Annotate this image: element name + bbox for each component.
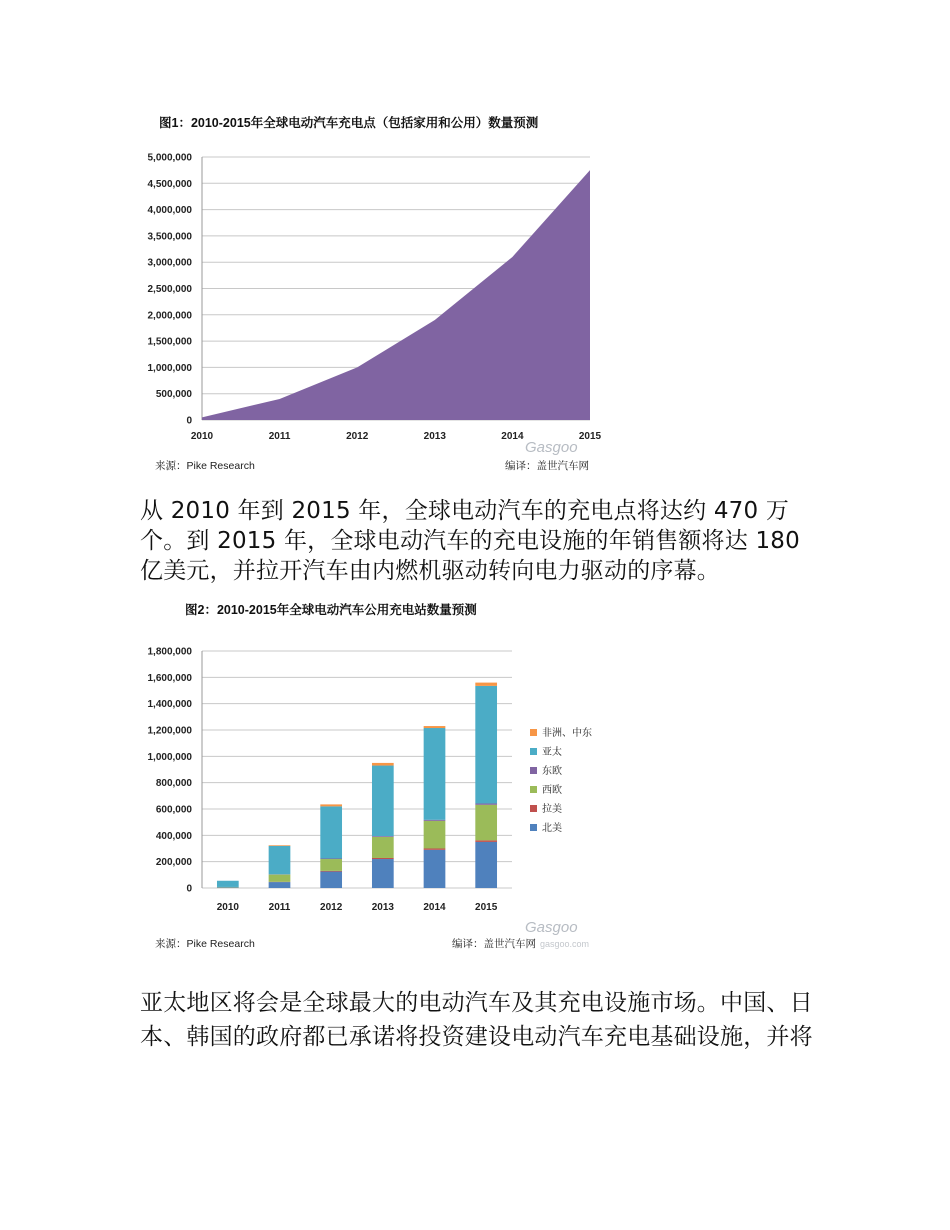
y-tick-label: 1,000,000 [147,751,192,763]
bar-segment [320,871,342,872]
bar-segment [475,840,497,842]
x-tick-label: 2010 [216,902,239,913]
y-tick-label: 1,500,000 [147,336,192,348]
legend-swatch [530,767,537,774]
bar-segment [424,849,446,850]
watermark-url: gasgoo.com [540,939,590,949]
bar-segment [372,837,394,858]
legend-label: 拉美 [542,804,562,815]
watermark-logo: Gasgoo [525,919,578,936]
legend-swatch [530,748,537,755]
legend-label: 北美 [542,823,562,834]
y-tick-label: 1,800,000 [147,646,192,658]
legend-swatch [530,786,537,793]
stacked-bar-chart [140,590,620,960]
y-tick-label: 600,000 [155,804,192,816]
x-tick-label: 2012 [320,902,343,913]
bar-segment [475,842,497,888]
bar-segment [269,882,291,888]
area-chart [140,100,620,480]
y-tick-label: 1,200,000 [147,725,192,737]
source-note: 来源：Pike Research [155,460,255,472]
y-tick-label: 2,000,000 [147,310,192,322]
translator-note: 编译：盖世汽车网 [452,938,536,950]
y-tick-label: 1,600,000 [147,672,192,684]
legend-swatch [530,805,537,812]
bar-segment [372,858,394,859]
bar-segment [475,686,497,804]
area-series [202,170,590,420]
y-tick-label: 4,000,000 [147,205,192,217]
x-tick-label: 2010 [190,431,214,442]
bar-segment [320,872,342,888]
x-tick-label: 2015 [475,902,498,913]
y-tick-label: 800,000 [155,778,192,790]
y-tick-label: 3,000,000 [147,257,192,269]
bar-segment [372,836,394,837]
legend-label: 西欧 [542,785,562,796]
watermark-logo: Gasgoo [525,439,578,456]
y-tick-label: 2,500,000 [147,284,192,295]
y-tick-label: 200,000 [155,857,192,869]
bar-segment [320,859,342,860]
bar-segment [424,820,446,821]
bar-segment [217,881,239,887]
chart-title: 图1：2010-2015年全球电动汽车充电点（包括家用和公用）数量预测 [159,116,539,130]
bar-segment [372,859,394,888]
y-tick-label: 3,500,000 [147,231,192,243]
y-tick-label: 1,400,000 [147,699,192,711]
bar-segment [424,821,446,849]
legend-swatch [530,729,537,736]
legend-label: 东欧 [542,766,562,777]
legend-swatch [530,824,537,831]
paragraph-2: 亚太地区将会是全球最大的电动汽车及其充电设施市场。中国、日本、韩国的政府都已承诺将投资建设电动汽车充电基础设施，并将 [140,990,813,1050]
y-tick-label: 500,000 [155,389,192,401]
translator-note: 编译：盖世汽车网 [505,460,589,472]
bar-segment [372,763,394,766]
bar-segment [269,875,291,882]
x-tick-label: 2011 [268,902,291,913]
x-tick-label: 2013 [423,431,446,442]
x-tick-label: 2015 [578,431,602,442]
x-tick-label: 2011 [268,431,291,442]
bar-segment [320,859,342,871]
chart-title: 图2：2010-2015年全球电动汽车公用充电站数量预测 [185,603,477,617]
bar-segment [269,846,291,874]
x-tick-label: 2014 [423,902,446,913]
bar-segment [320,806,342,858]
bar-segment [424,850,446,888]
bar-segment [217,887,239,888]
legend-label: 非洲、中东 [542,728,592,739]
bar-segment [424,726,446,728]
y-tick-label: 4,500,000 [147,178,192,190]
bar-segment [424,728,446,820]
bar-segment [372,766,394,837]
x-tick-label: 2014 [501,431,524,442]
bar-segment [475,805,497,841]
y-tick-label: 1,000,000 [147,362,192,374]
source-note: 来源：Pike Research [155,938,255,950]
x-tick-label: 2013 [371,902,394,913]
y-tick-label: 400,000 [155,830,192,842]
y-tick-label: 0 [186,415,192,427]
legend-label: 亚太 [542,747,562,758]
figure-2 [140,590,620,960]
y-tick-label: 0 [186,883,192,895]
paragraph-1: 从 2010 年到 2015 年，全球电动汽车的充电点将达约 470 万个。到 2015 年，全球电动汽车的充电设施的年销售额将达 180 亿美元，并拉开汽车由内燃机驱动转向电力驱动的序幕。 [140,498,800,584]
bar-segment [475,803,497,804]
bar-segment [269,845,291,846]
x-tick-label: 2012 [346,431,369,442]
y-tick-label: 5,000,000 [147,152,192,164]
bar-segment [320,804,342,806]
figure-1 [140,100,620,480]
bar-segment [475,683,497,686]
